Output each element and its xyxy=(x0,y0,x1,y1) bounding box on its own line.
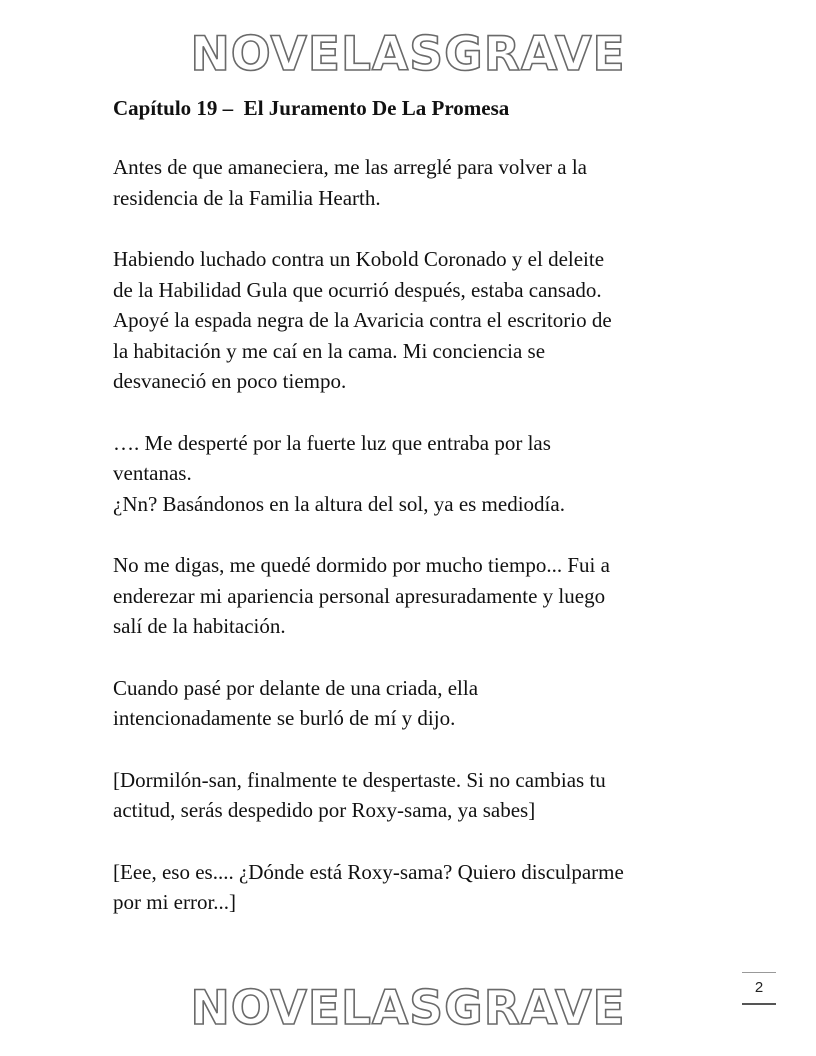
chapter-title: Capítulo 19 – El Juramento De La Promesa xyxy=(113,96,510,120)
watermark-bottom: NOVELASGRAVE xyxy=(190,981,626,1036)
paragraph: …. Me desperté por la fuerte luz que entraba por las ventanas. ¿Nn? Basándonos en la altura del sol, ya es mediodía. xyxy=(113,430,565,516)
paragraph: Habiendo luchado contra un Kobold Coronado y el deleite de la Habilidad Gula que ocurrió después, estaba cansado. Apoyé la espada negra de la Avaricia contra el escritorio de la habitación y me caí en la cama. Mi conciencia se desvaneció en poco tiempo. xyxy=(113,247,612,393)
paragraphs xyxy=(113,152,713,918)
paragraph: Antes de que amaneciera, me las arreglé para volver a la residencia de la Familia Hearth. xyxy=(113,155,587,210)
watermark-top: NOVELASGRAVE xyxy=(190,27,626,82)
page-number: 2 xyxy=(742,972,776,1005)
paragraph: No me digas, me quedé dormido por mucho tiempo... Fui a enderezar mi apariencia personal apresuradamente y luego salí de la habitación. xyxy=(113,553,610,638)
document-body xyxy=(113,93,713,949)
paragraph: [Dormilón-san, finalmente te despertaste. Si no cambias tu actitud, serás despedido por Roxy-sama, ya sabes] xyxy=(113,767,606,822)
paragraph: Cuando pasé por delante de una criada, ella intencionadamente se burló de mí y dijo. xyxy=(113,675,479,730)
paragraph: [Eee, eso es.... ¿Dónde está Roxy-sama? Quiero disculparme por mi error...] xyxy=(113,859,624,914)
